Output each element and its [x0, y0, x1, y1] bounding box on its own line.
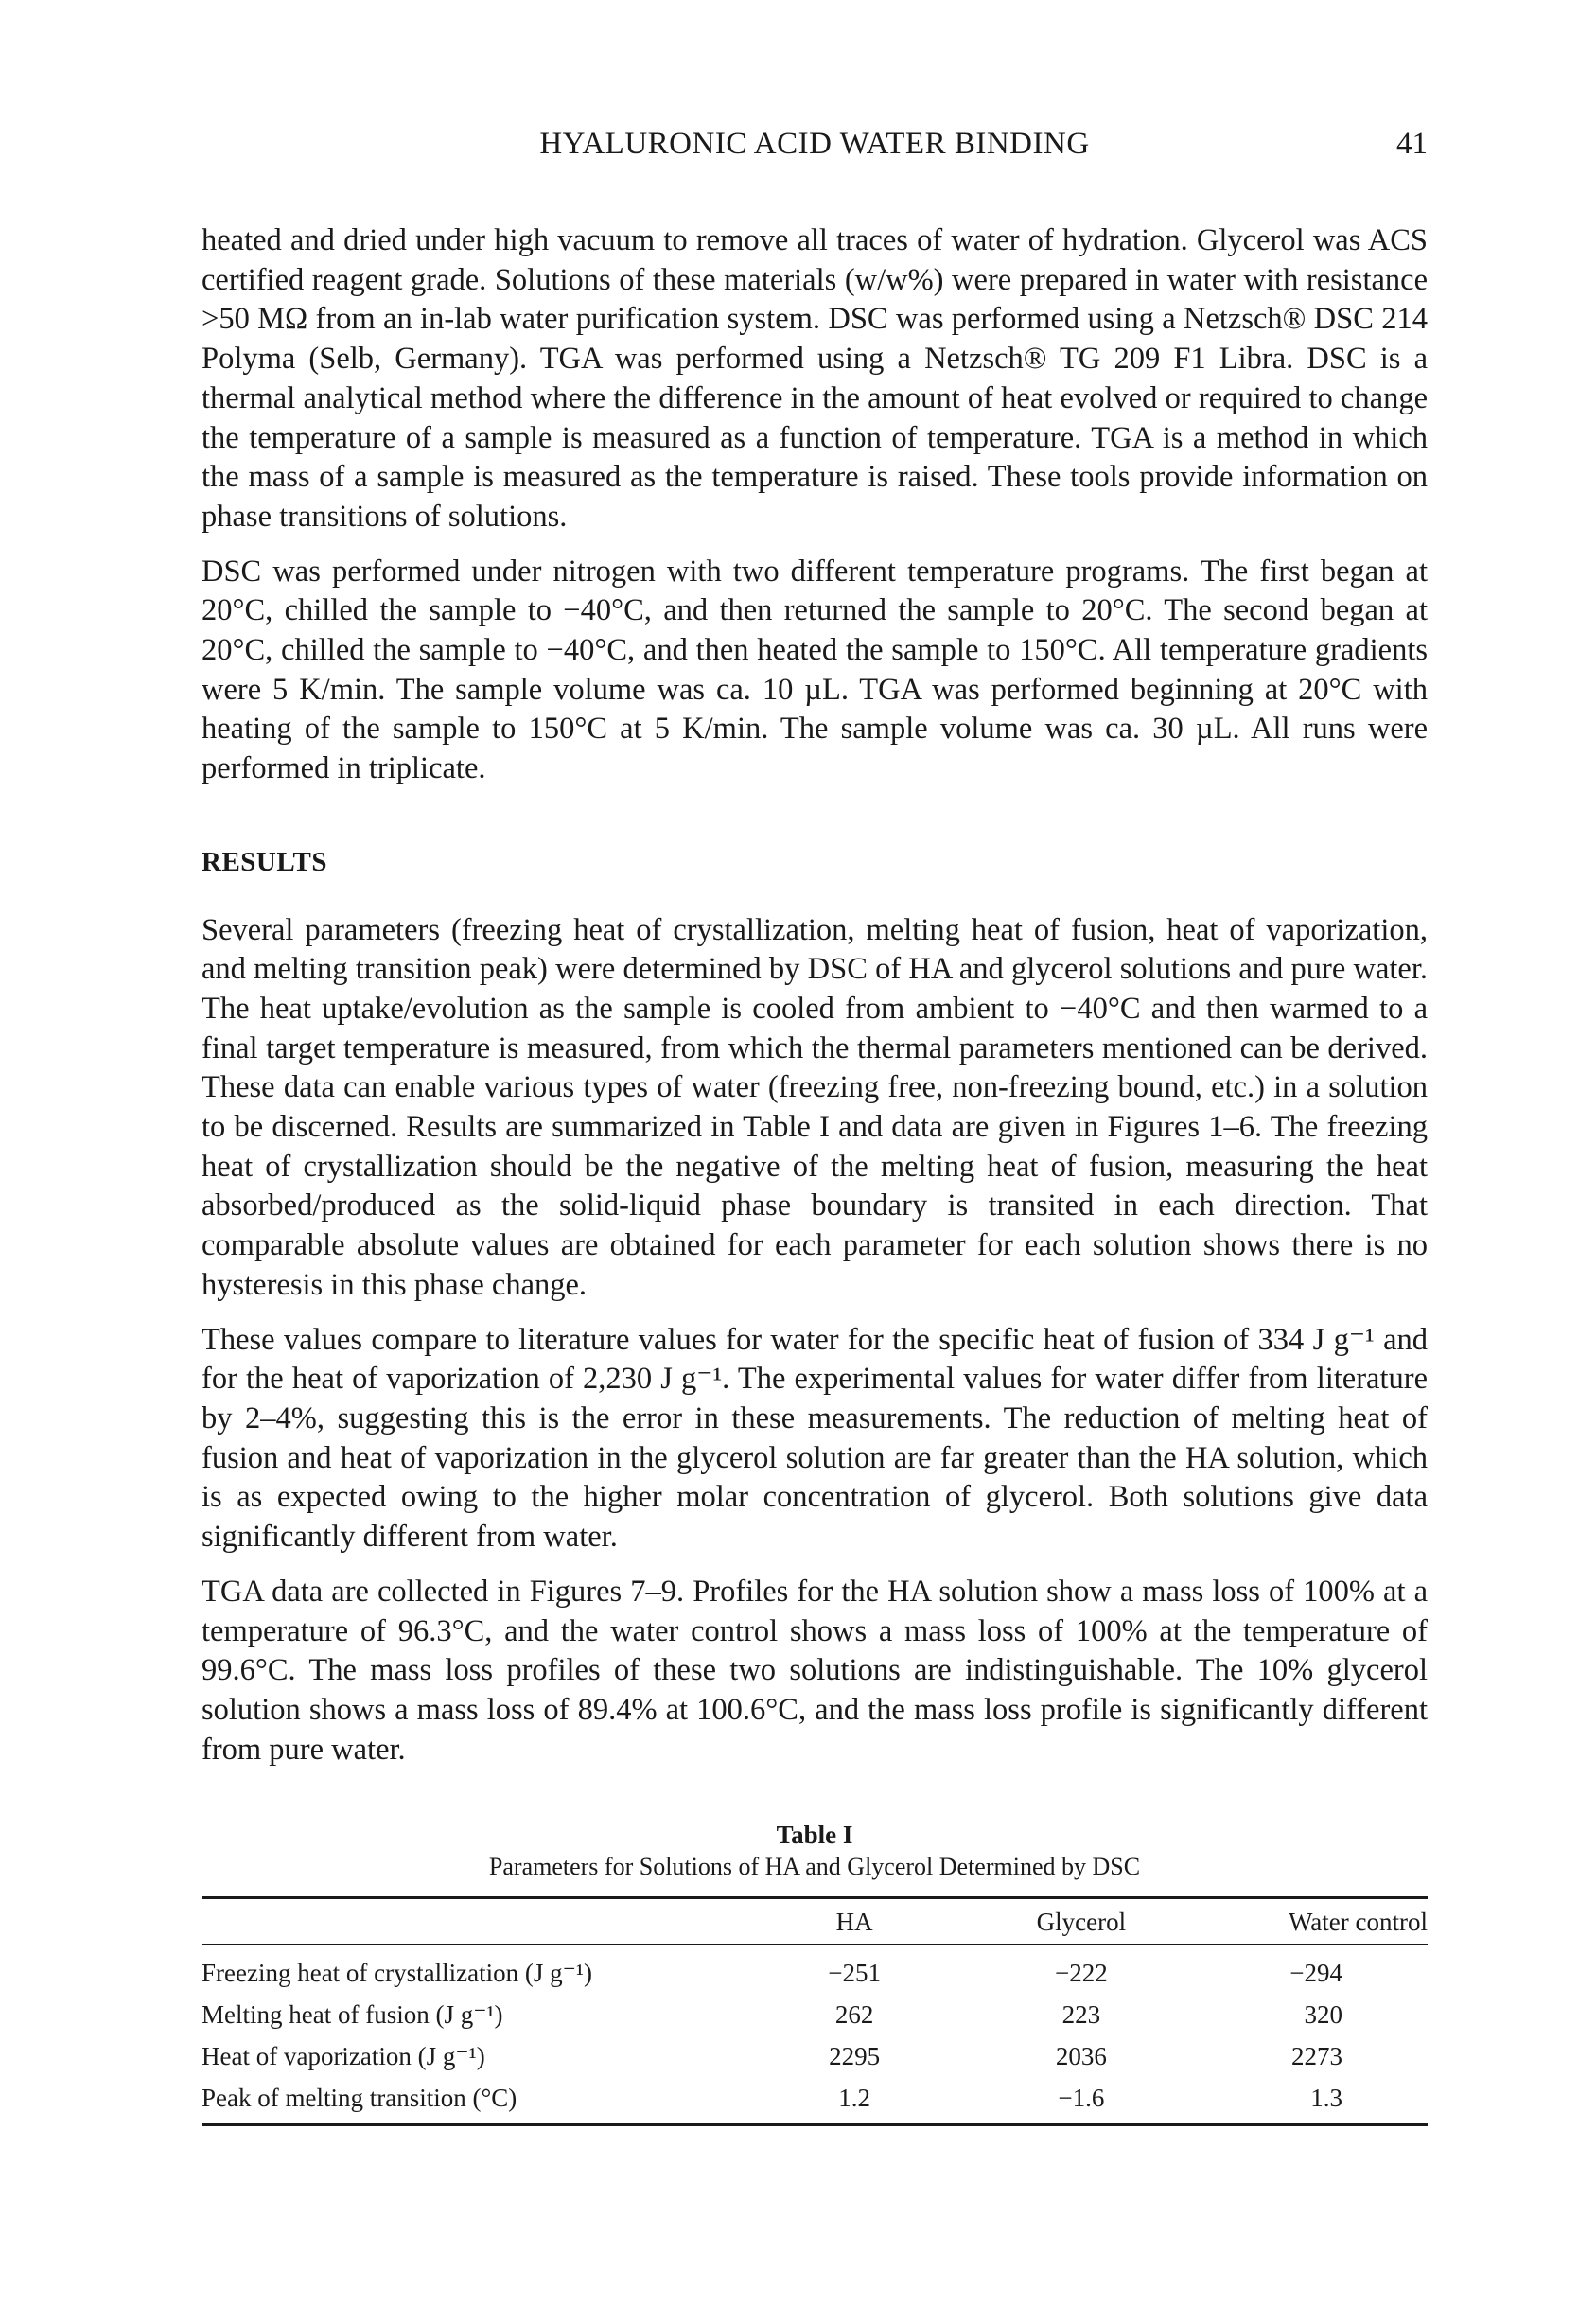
paragraph-results-3: TGA data are collected in Figures 7–9. Profiles for the HA solution show a mass loss of 100% at a temperature of 96.3°C, and the water control shows a mass loss of 100% at the temperature of 99.6°C. The mass loss profiles of these two solutions are indistinguishable. The 10% glycerol solution shows a mass loss of 89.4% at 100.6°C, and the mass loss profile is significantly different from pure water.: [202, 1574, 1428, 1767]
table-caption: Parameters for Solutions of HA and Glycerol Determined by DSC: [488, 1853, 1141, 1880]
cell-glycerol: −222: [1054, 1958, 1108, 1987]
cell-ha: 2295: [829, 2041, 881, 2070]
cell-glycerol: 223: [1061, 1999, 1101, 2029]
row-label: Freezing heat of crystallization (J g⁻¹): [202, 1958, 592, 1987]
cell-water-control: 1.3: [1195, 2077, 1428, 2125]
paragraph-methods-1: heated and dried under high vacuum to remove all traces of water of hydration. Glycerol was ACS certified reagent grade. Solutions of these materials (w/w%) were prepared in water with resistance >50 MΩ from an in-lab water purification system. DSC was performed using a Netzsch® DSC 214 Polyma (Selb, Germany). TGA was performed using a Netzsch® TG 209 F1 Libra. DSC is a thermal analytical method where the difference in the amount of heat evolved or required to change the temperature of a sample is measured as a function of temperature. TGA is a method in which the mass of a sample is measured as the temperature is raised. These tools provide information on phase transitions of solutions.: [202, 223, 1428, 534]
table-row: [202, 1945, 1428, 1994]
row-label: Heat of vaporization (J g⁻¹): [202, 2041, 485, 2070]
column-header-parameter: [202, 1898, 741, 1945]
section-heading-results: RESULTS: [202, 846, 328, 877]
cell-water-control: −294: [1289, 1958, 1342, 1987]
table-row: [202, 2035, 1428, 2077]
column-header-water-control: Water control: [1195, 1898, 1428, 1945]
column-header-glycerol: Glycerol: [968, 1898, 1195, 1945]
cell-glycerol: 2036: [1055, 2041, 1107, 2070]
cell-water-control: 320: [1304, 1999, 1342, 2029]
cell-ha: 262: [834, 1999, 874, 2029]
row-label: Melting heat of fusion (J g⁻¹): [202, 1999, 503, 2029]
cell-ha: −251: [828, 1958, 881, 1987]
page-number: 41: [1396, 127, 1428, 161]
column-header-ha: HA: [741, 1898, 968, 1945]
cell-ha: 1.2: [741, 2077, 968, 2125]
table-label: Table I: [776, 1821, 853, 1849]
running-title: HYALURONIC ACID WATER BINDING: [539, 127, 1090, 161]
paragraph-results-2: These values compare to literature values for water for the specific heat of fusion of 334 J g⁻¹ and for the heat of vaporization of 2,230 J g⁻¹. The experimental values for water differ from literature by 2–4%, suggesting this is the error in these measurements. The reduction of melting heat of fusion and heat of vaporization in the glycerol solution are far greater than the HA solution, which is as expected owing to the higher molar concentration of glycerol. Both solutions give data significantly different from water.: [202, 1322, 1428, 1555]
table-i: [202, 1819, 1428, 2126]
parameters-table: [202, 1896, 1428, 2126]
running-header: [202, 127, 1428, 174]
table-row: [202, 1994, 1428, 2035]
table-header-row: [202, 1898, 1428, 1945]
row-label: Peak of melting transition (°C): [202, 2077, 741, 2125]
article-body: [202, 221, 1428, 1785]
paragraph-results-1: Several parameters (freezing heat of crystallization, melting heat of fusion, heat of vaporization, and melting transition peak) were determined by DSC of HA and glycerol solutions and pure water. The heat uptake/evolution as the sample is cooled from ambient to −40°C and then warmed to a final target temperature is measured, from which the thermal parameters mentioned can be derived. These data can enable various types of water (freezing free, non-freezing bound, etc.) in a solution to be discerned. Results are summarized in Table I and data are given in Figures 1–6. The freezing heat of crystallization should be the negative of the melting heat of fusion, measuring the heat absorbed/produced as the solid-liquid phase boundary is transited in each direction. That comparable absolute values are obtained for each parameter for each solution shows there is no hysteresis in this phase change.: [202, 912, 1428, 1302]
cell-water-control: 2273: [1291, 2041, 1342, 2070]
paragraph-methods-2: DSC was performed under nitrogen with two different temperature programs. The first began at 20°C, chilled the sample to −40°C, and then returned the sample to 20°C. The second began at 20°C, chilled the sample to −40°C, and then heated the sample to 150°C. All temperature gradients were 5 K/min. The sample volume was ca. 10 µL. TGA was performed beginning at 20°C with heating of the sample to 150°C at 5 K/min. The sample volume was ca. 30 µL. All runs were performed in triplicate.: [202, 554, 1428, 786]
cell-glycerol: −1.6: [968, 2077, 1195, 2125]
table-row: [202, 2077, 1428, 2125]
